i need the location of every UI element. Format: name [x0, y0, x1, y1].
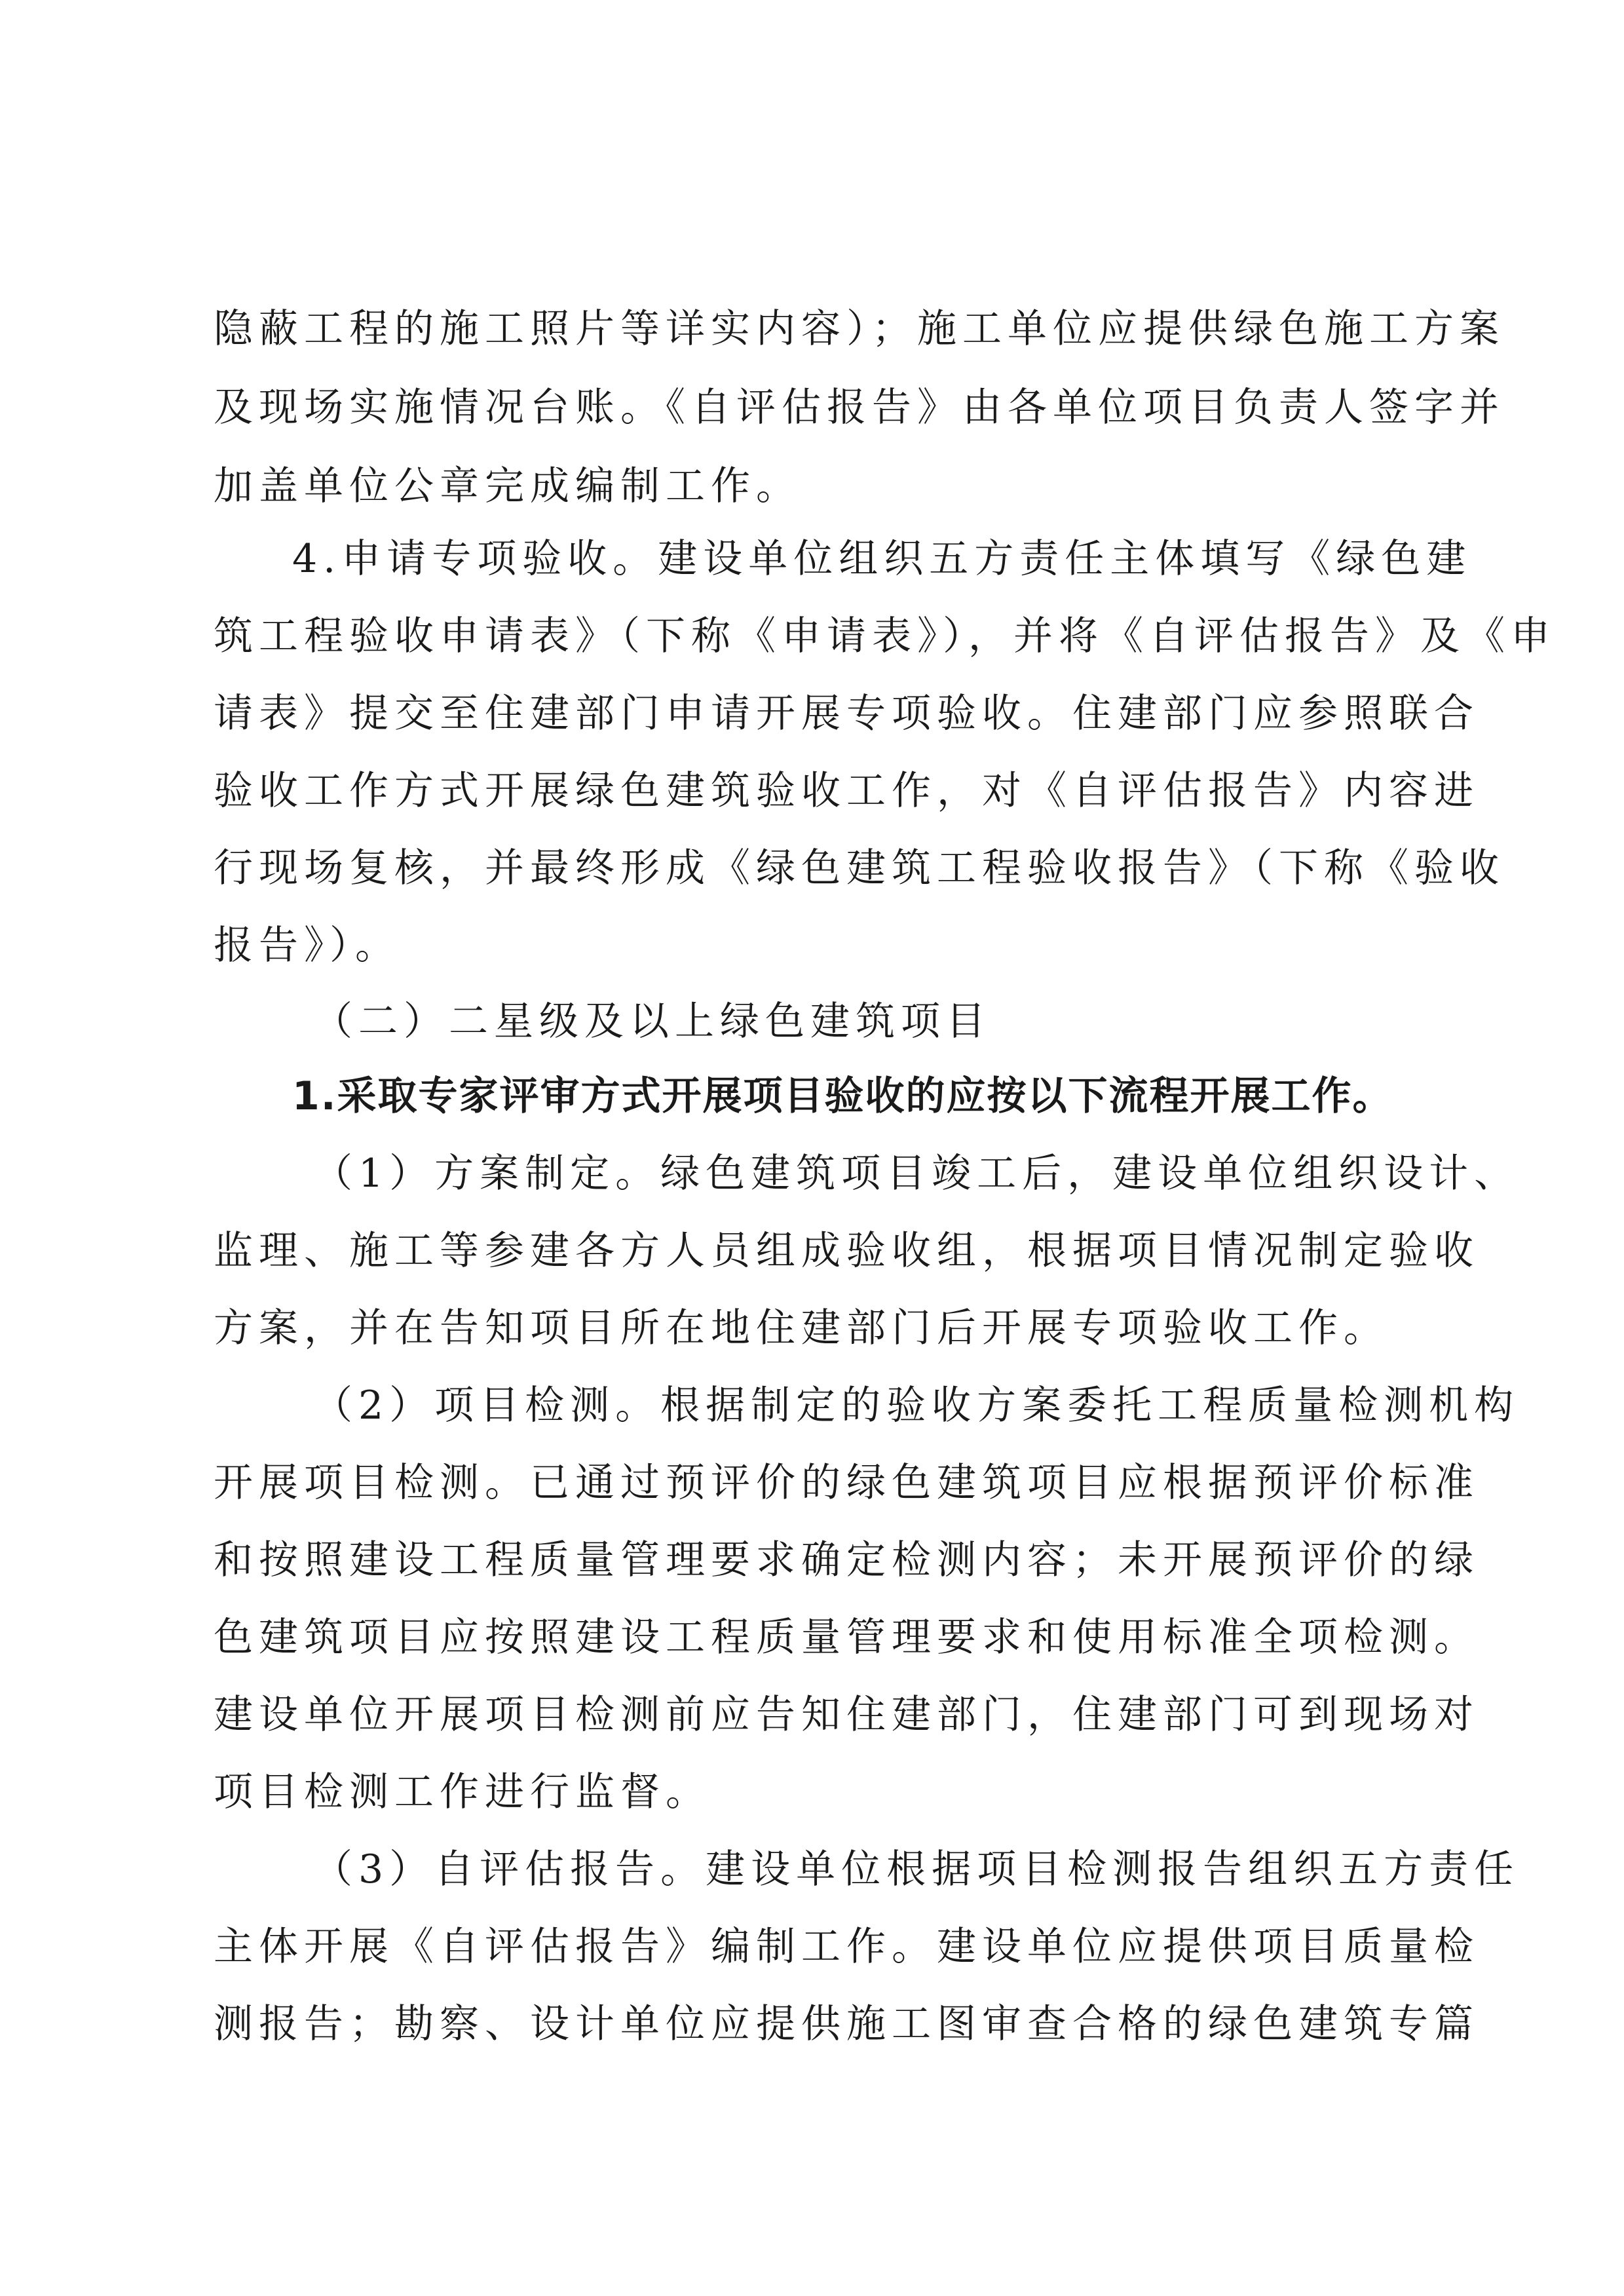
paragraph-line: 请表》提交至住建部门申请开展专项验收。住建部门应参照联合 [214, 691, 1479, 737]
paragraph-line: 加盖单位公章完成编制工作。 [214, 463, 801, 509]
paragraph-line: 主体开展《自评估报告》编制工作。建设单位应提供项目质量检 [214, 1924, 1479, 1970]
paragraph-line: 和按照建设工程质量管理要求确定检测内容；未开展预评价的绿 [214, 1537, 1479, 1583]
paragraph-line: 色建筑项目应按照建设工程质量管理要求和使用标准全项检测。 [214, 1615, 1479, 1660]
paragraph-line: 建设单位开展项目检测前应告知住建部门，住建部门可到现场对 [214, 1692, 1479, 1738]
subsection-heading: 1.采取专家评审方式开展项目验收的应按以下流程开展工作。 [292, 1073, 1393, 1119]
paragraph-line: 4.申请专项验收。建设单位组织五方责任主体填写《绿色建 [292, 536, 1472, 582]
paragraph-line: 筑工程验收申请表》（下称《申请表》），并将《自评估报告》及《申 [214, 613, 1556, 659]
paragraph-line: 报告》）。 [214, 923, 400, 968]
paragraph-line: （3）自评估报告。建设单位根据项目检测报告组织五方责任 [313, 1846, 1520, 1892]
paragraph-line: 验收工作方式开展绿色建筑验收工作，对《自评估报告》内容进 [214, 768, 1479, 814]
paragraph-line: 测报告；勘察、设计单位应提供施工图审查合格的绿色建筑专篇 [214, 2001, 1479, 2047]
section-heading: （二）二星级及以上绿色建筑项目 [313, 999, 991, 1044]
paragraph-line: 开展项目检测。已通过预评价的绿色建筑项目应根据预评价标准 [214, 1460, 1479, 1506]
paragraph-line: （2）项目检测。根据制定的验收方案委托工程质量检测机构 [313, 1383, 1520, 1428]
paragraph-line: 方案，并在告知项目所在地住建部门后开展专项验收工作。 [214, 1305, 1389, 1351]
paragraph-line: 行现场复核，并最终形成《绿色建筑工程验收报告》（下称《验收 [214, 845, 1505, 891]
paragraph-line: （1）方案制定。绿色建筑项目竣工后，建设单位组织设计、 [313, 1151, 1520, 1196]
paragraph-line: 项目检测工作进行监督。 [214, 1769, 711, 1815]
paragraph-line: 隐蔽工程的施工照片等详实内容）；施工单位应提供绿色施工方案 [214, 306, 1505, 352]
paragraph-line: 及现场实施情况台账。《自评估报告》由各单位项目负责人签字并 [214, 385, 1505, 430]
paragraph-line: 监理、施工等参建各方人员组成验收组，根据项目情况制定验收 [214, 1228, 1479, 1274]
